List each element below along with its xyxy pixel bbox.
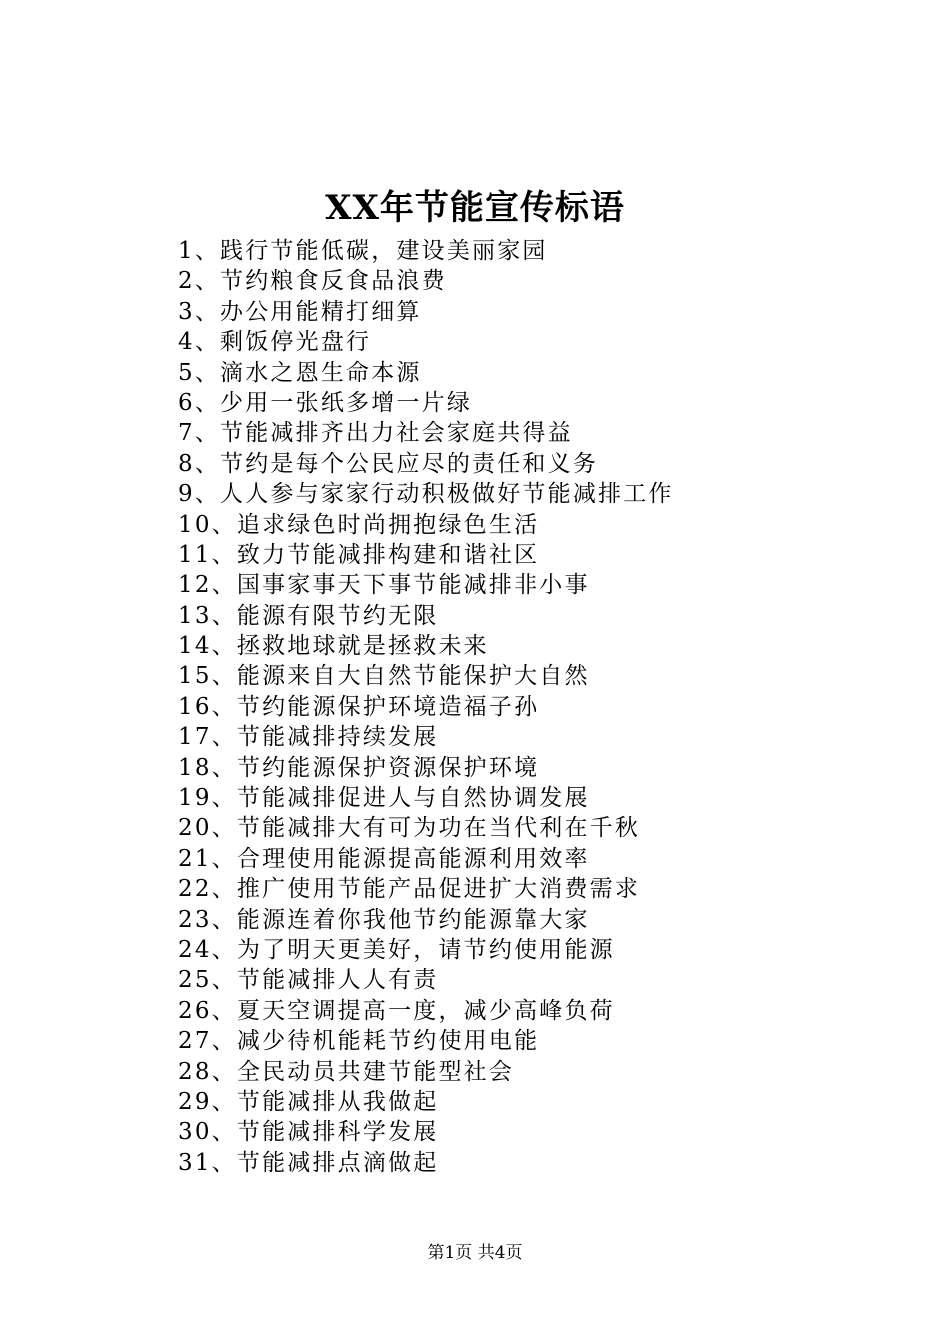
slogan-item: 28、全民动员共建节能型社会 (178, 1058, 515, 1085)
slogan-item: 8、节约是每个公民应尽的责任和义务 (178, 450, 599, 477)
slogan-item: 9、人人参与家家行动积极做好节能减排工作 (178, 481, 674, 508)
slogan-item: 15、能源来自大自然节能保护大自然 (178, 663, 590, 690)
slogan-item: 13、能源有限节约无限 (178, 602, 439, 629)
slogan-item: 24、为了明天更美好，请节约使用能源 (178, 936, 615, 963)
slogan-item: 14、拯救地球就是拯救未来 (178, 633, 489, 660)
slogan-item: 19、节能减排促进人与自然协调发展 (178, 785, 590, 812)
slogan-item: 30、节能减排科学发展 (178, 1119, 439, 1146)
slogan-item: 29、节能减排从我做起 (178, 1088, 439, 1115)
slogan-item: 26、夏天空调提高一度，减少高峰负荷 (178, 997, 615, 1024)
slogan-item: 21、合理使用能源提高能源利用效率 (178, 845, 590, 872)
slogan-item: 23、能源连着你我他节约能源靠大家 (178, 906, 590, 933)
slogan-item: 17、节能减排持续发展 (178, 724, 439, 751)
slogan-item: 3、办公用能精打细算 (178, 298, 422, 325)
page-footer: 第1页 共4页 (427, 1243, 523, 1263)
slogan-item: 20、节能减排大有可为功在当代利在千秋 (178, 815, 641, 842)
slogan-item: 11、致力节能减排构建和谐社区 (178, 541, 540, 568)
slogan-item: 27、减少待机能耗节约使用电能 (178, 1028, 540, 1055)
slogan-item: 22、推广使用节能产品促进扩大消费需求 (178, 876, 641, 903)
slogan-list (178, 236, 674, 1178)
slogan-item: 1、践行节能低碳，建设美丽家园 (178, 238, 548, 264)
slogan-item: 10、追求绿色时尚拥抱绿色生活 (178, 511, 540, 538)
slogan-item: 2、节约粮食反食品浪费 (178, 268, 447, 295)
slogan-item: 4、剩饭停光盘行 (178, 329, 372, 356)
slogan-item: 5、滴水之恩生命本源 (178, 359, 422, 386)
slogan-item: 6、少用一张纸多增一片绿 (178, 389, 473, 416)
slogan-item: 12、国事家事天下事节能减排非小事 (178, 572, 590, 599)
slogan-item: 16、节约能源保护环境造福子孙 (178, 693, 540, 720)
slogan-item: 7、节能减排齐出力社会家庭共得益 (178, 420, 573, 447)
document-title: XX年节能宣传标语 (325, 188, 625, 228)
slogan-item: 25、节能减排人人有责 (178, 967, 439, 994)
slogan-item: 31、节能减排点滴做起 (178, 1149, 439, 1176)
slogan-item: 18、节约能源保护资源保护环境 (178, 754, 540, 781)
